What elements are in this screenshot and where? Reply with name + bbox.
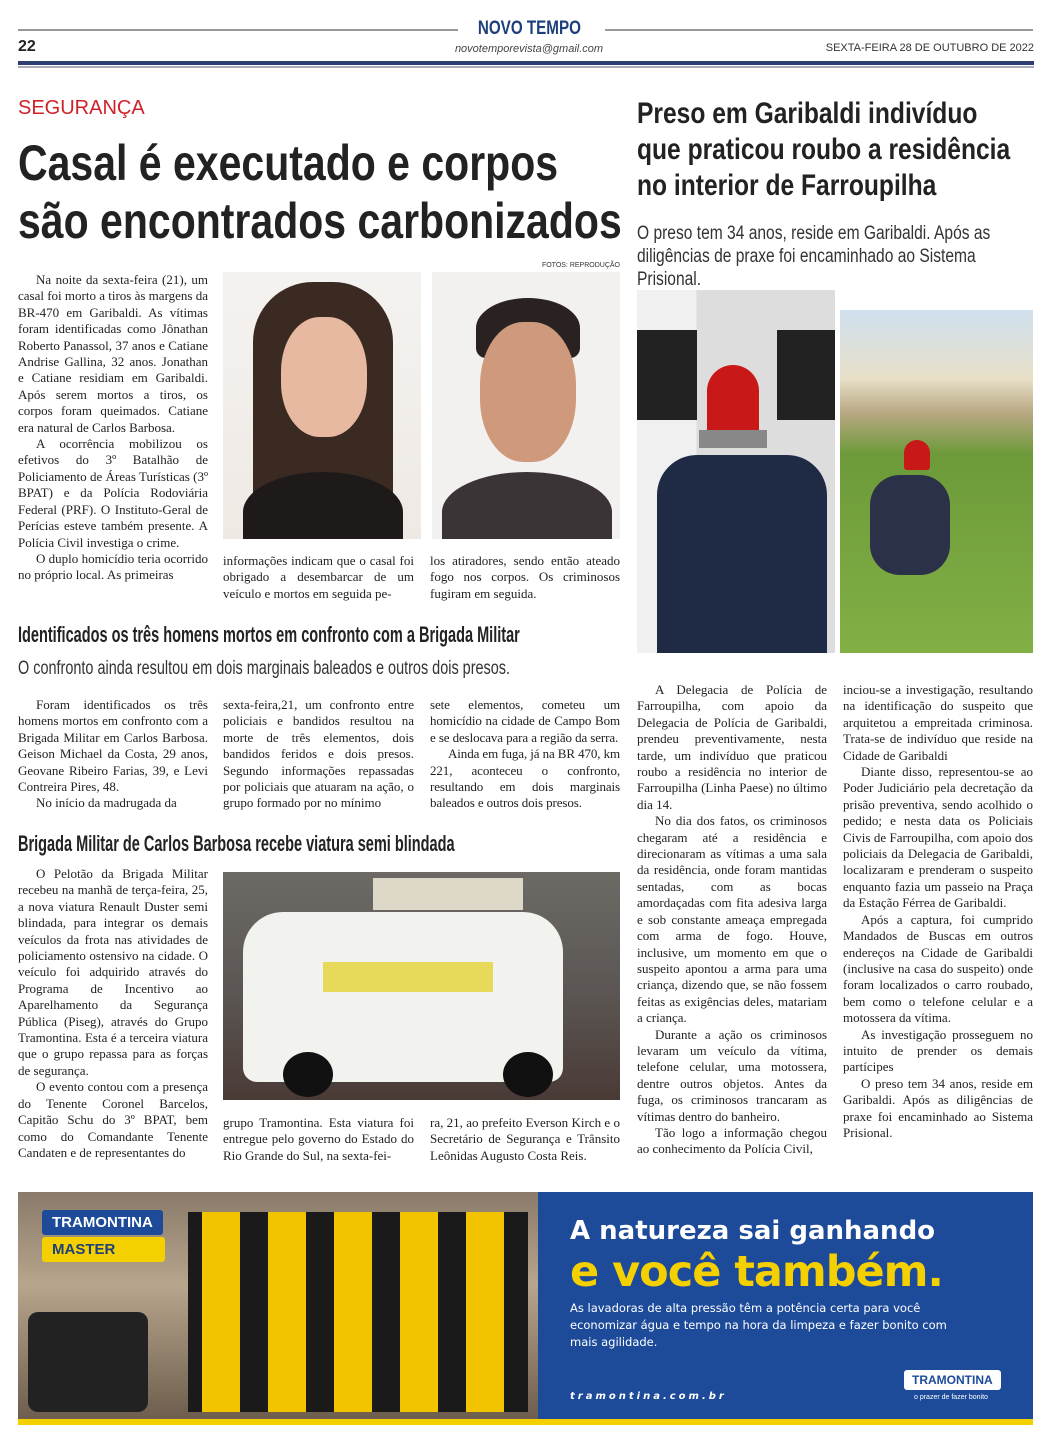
header-email: novotemporevista@gmail.com [454,43,604,55]
article4-col1: A Delegacia de Polícia de Farroupilha, com apoio da Delegacia de Polícia de Garibaldi, prendeu preventivamente, nesta tarde, um indivíduo que praticou roubo a residência no interior de Farroupilha (Linha Paese) no último dia 14. No dia dos fatos, os criminosos chegaram até a residência e direcionaram as vítimas a uma sala da residência, onde foram mantidas sentadas, com as bocas amordaçadas com fita adesiva larga e sob constante ameaça empregada com arma de fogo. Houve, inclusive, um momento em que o suspeito apontou a arma para uma criança, dizendo que, se não fossem feitas as exigências deles, matariam a criança. Durante a ação os criminosos levaram um veículo da vítima, telefone celular, uma motossera, dentre outros objetos. Antes da fuga, os criminosos trancaram as vítimas dentro do banheiro. Tão logo a informação chegou ao conhecimento da Polícia Civil, [637,682,827,1157]
police-car-photo [223,872,620,1100]
suspect-photo-park [840,310,1033,653]
ad-url[interactable]: tramontina.com.br [570,1391,727,1402]
section-label: SEGURANÇA [18,97,145,119]
issue-date: SEXTA-FEIRA 28 DE OUTUBRO DE 2022 [825,42,1034,54]
suspect-photo-station [637,290,835,653]
article1-col2: informações indicam que o casal foi obrigado a desembarcar de um veículo e mortos em seguida pe- [223,553,414,601]
article2-col2: sexta-feira,21, um confronto entre policiais e bandidos resultou na morte de três elementos, dois bandidos feridos e dois presos. Segundo informações repassadas por policiais que atuaram na ação, o grupo formado por no mínimo [223,697,414,811]
ad-tagline: o prazer de fazer bonito [914,1394,988,1401]
article1-headline-line2: são encontrados carbonizados [18,193,622,249]
tramontina-advertisement[interactable] [18,1192,1033,1425]
article2-col3: sete elementos, cometeu um homicídio na cidade de Campo Bom e se deslocava para a região da serra. Ainda em fuga, já na BR 470, km 221, aconteceu o confronto, resultando em dois marginais baleados e outros dois presos. [430,697,621,811]
victim-photo-man [432,272,620,539]
ad-badge-brand: TRAMONTINA [42,1210,163,1235]
ad-logo: TRAMONTINA [904,1370,1001,1390]
ad-headline-1: A natureza sai ganhando [570,1216,936,1246]
article2-headline: Identificados os três homens mortos em confronto com a Brigada Militar [18,622,520,647]
ad-badge-line: MASTER [42,1237,165,1262]
article4-headline-line1: Preso em Garibaldi indivíduo [637,97,978,130]
article4-deck: O preso tem 34 anos, reside em Garibaldi. Após as diligências de praxe foi encaminhado ao Sistema Prisional. [637,223,991,290]
ad-bottom-stripe [18,1419,1033,1425]
article4-headline-line2: que praticou roubo a residência [637,133,1011,166]
victim-photo-woman [223,272,421,539]
ad-body: As lavadoras de alta pressão têm a potência certa para você economizar água e tempo na hora da limpeza e fazer bonito com mais agilidade. [570,1301,947,1349]
ad-headline-2: e você também. [570,1247,943,1297]
article1-headline-line1: Casal é executado e corpos [18,135,559,191]
article4-headline-line3: no interior de Farroupilha [637,169,937,202]
article2-col1: Foram identificados os três homens mortos em confronto com a Brigada Militar em Carlos Barbosa. Geison Michael da Costa, 29 anos, Geovane Ribeiro Farias, 39, e Levi Contreira Pires, 48. No início da madrugada da [18,697,208,811]
page-number: 22 [18,38,36,55]
article3-headline: Brigada Militar de Carlos Barbosa recebe viatura semi blindada [18,831,455,856]
masthead: NOVO TEMPO [477,18,581,39]
article1-col3: los atiradores, sendo então ateado fogo nos corpos. Os criminosos fugiram em seguida. [430,553,620,601]
article3-col2: grupo Tramontina. Esta viatura foi entregue pelo governo do Estado do Rio Grande do Sul, na sexta-fei- [223,1115,414,1163]
article1-col1: Na noite da sexta-feira (21), um casal foi morto a tiros às margens da BR-470 em Garibaldi. As vítimas foram identificadas como Jônathan Roberto Panassol, 37 anos e Catiane Andrise Gallina, 32 anos. Jonathan e Catiane residiam em Garibaldi. Após serem mortos a tiros, os corpos foram queimados. Catiane era natural de Carlos Barbosa. A ocorrência mobilizou os efetivos do 3º Batalhão de Policiamento de Áreas Turísticas (3º BPAT) e da Polícia Rodoviária Federal (PRF). O Instituto-Geral de Perícias esteve também presente. A Polícia Civil investiga o crime. O duplo homicídio teria ocorrido no próprio local. As primeiras [18,272,209,583]
header-divider-thin [18,66,1034,68]
header-divider [18,61,1034,65]
article4-col2: inciou-se a investigação, resultando na identificação do suspeito que arquitetou a empreitada criminosa. Trata-se de indivíduo que reside na Cidade de Garibaldi Diante disso, representou-se ao Poder Judiciário pela decretação da prisão preventiva, sendo acolhido o pedido; e nesta data os Policiais Civis de Farroupilha, com apoio dos policiais da Delegacia de Garibaldi, localizaram e prenderam o suspeito enquanto fazia um passeio na Praça da Estação Férrea de Garibaldi. Após a captura, foi cumprido Mandados de Buscas em outros endereços na Cidade de Garibaldi (inclusive na casa do suspeito) onde foram localizados o carro roubado, bem como o telefone celular e a motossera da vítima. As investigação prosseguem no intuito de prender os demais partícipes O preso tem 34 anos, reside em Garibaldi. Após as diligências de praxe foi encaminhado ao Sistema Prisional. [843,682,1033,1140]
photo-credit: FOTOS: REPRODUÇÃO [541,262,620,269]
article3-col1: O Pelotão da Brigada Militar recebeu na manhã de terça-feira, 25, a nova viatura Renault Duster semi blindada, para integrar os demais veículos da frota nas atividades de policiamento ostensivo na cidade. O veículo foi adquirido através do Programa de Incentivo ao Aparelhamento da Segurança Pública (Piseg), através do Grupo Tramontina. Esta é a terceira viatura que o grupo repassa para as forças de segurança. O evento contou com a presença do Tenente Coronel Barcelos, Capitão Schu do 3º BPAT, bem como do Comandante Tenente Candaten e de representantes do [18,866,208,1160]
article2-deck: O confronto ainda resultou em dois marginais baleados e outros dois presos. [18,658,511,679]
article3-col3: ra, 21, ao prefeito Everson Kirch e o Secretário de Segurança e Trânsito Leônidas Augusto Costa Reis. [430,1115,620,1163]
